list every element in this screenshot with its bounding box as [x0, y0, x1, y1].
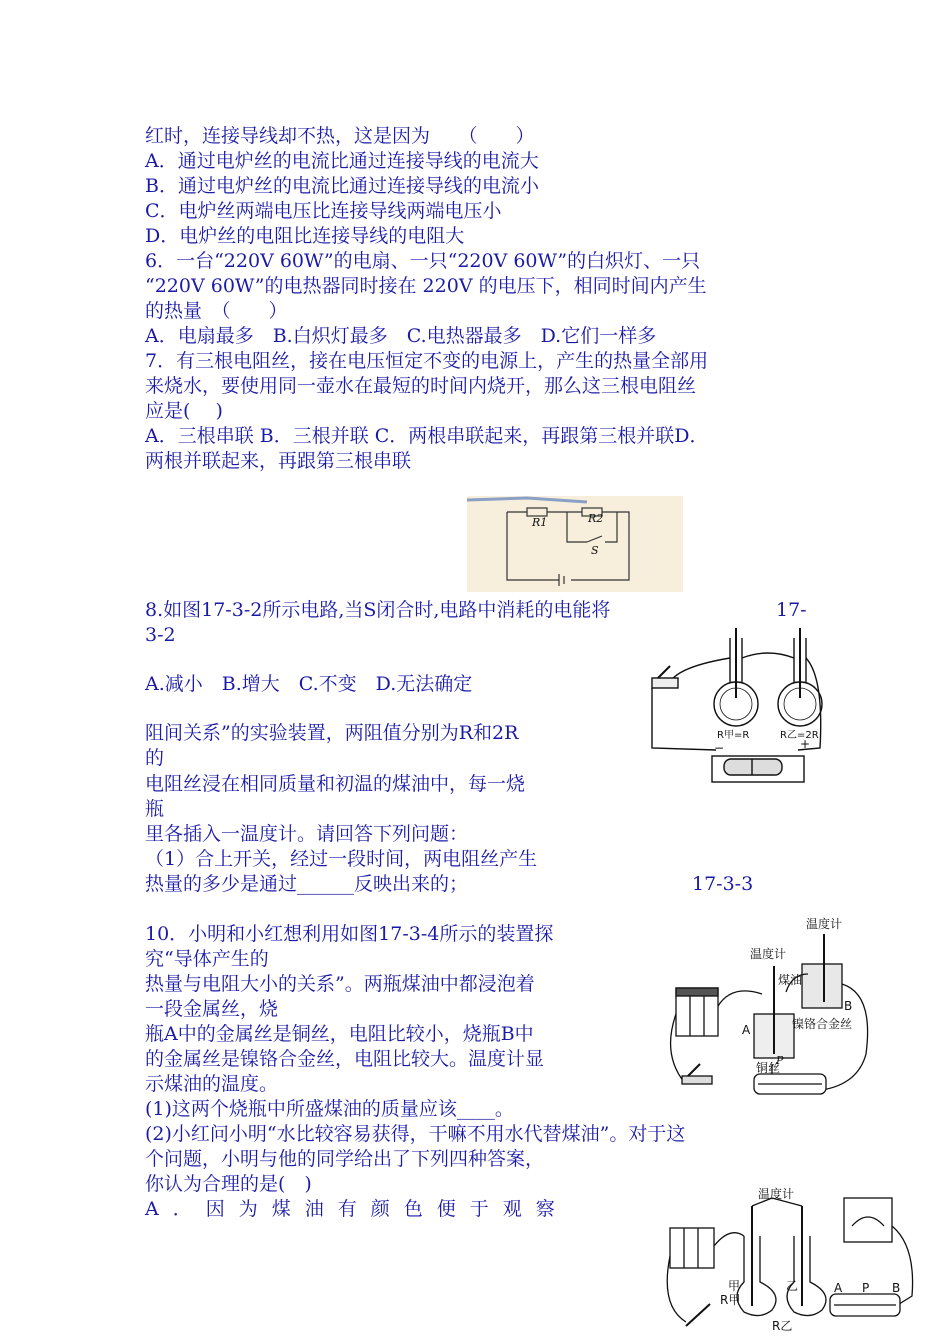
text-line: 里各插入一温度计。请回答下列问题： — [145, 823, 469, 845]
r2-label: R2 — [588, 512, 604, 525]
question-8: 8.如图17-3-2所示电路,当S闭合时,电路中消耗的电能将 — [145, 599, 611, 621]
flask-yi-label: 乙 — [786, 1279, 799, 1293]
kerosene-label: 煤油 — [778, 973, 803, 987]
sub-question-2: (2)小红问小明“水比较容易获得，干嘛不用水代替煤油”。对于这 — [145, 1123, 686, 1145]
text-line: 个问题，小明与他的同学给出了下列四种答案， — [145, 1148, 545, 1170]
text-line: 瓶A中的金属丝是铜丝，电阻比较小，烧瓶B中 — [145, 1023, 534, 1045]
thermometer-label: 温度计 — [750, 947, 787, 961]
text-line: 应是( ) — [145, 400, 223, 422]
text-line: 的 — [145, 747, 165, 769]
option-a: A．通过电炉丝的电流比通过连接导线的电流大 — [145, 150, 539, 172]
nichrome-label: 镍铬合金丝 — [792, 1017, 853, 1031]
copper-label: 铜丝 — [756, 1061, 781, 1075]
r1-label: R1 — [532, 516, 548, 529]
slider-label: P — [776, 1054, 784, 1067]
experiment-figure-ammeter — [660, 1186, 918, 1336]
experiment-figure-17-3-4 — [662, 914, 882, 1110]
terminal-b-label: B — [892, 1281, 901, 1295]
flask-b-label: B — [844, 999, 853, 1013]
question-6: 6．一台“220V 60W”的电扇、一只“220V 60W”的白炽灯、一只 — [145, 250, 701, 272]
r-left-label: R甲=R — [717, 730, 750, 741]
figure-number: 17-3-3 — [692, 873, 754, 895]
text-line: 一段金属丝，烧 — [145, 998, 279, 1020]
question-8-options: A.减小 B.增大 C.不变 D.无法确定 — [145, 673, 473, 695]
text-line: “220V 60W”的电热器同时接在 220V 的电压下，相同时间内产生 — [145, 275, 707, 297]
flask-jia-label: 甲 — [728, 1279, 741, 1293]
sub-question-1: (1)这两个烧瓶中所盛煤油的质量应该____。 — [145, 1098, 514, 1120]
r-yi-label: R乙 — [772, 1319, 793, 1333]
text-line: 究“导体产生的 — [145, 948, 269, 970]
text-line: 瓶 — [145, 798, 165, 820]
question-10: 10．小明和小红想利用如图17-3-4所示的装置探 — [145, 923, 554, 945]
switch-label: S — [591, 544, 599, 557]
text-line: 热量与电阻大小的关系”。两瓶煤油中都浸泡着 — [145, 973, 535, 995]
r-jia-label: R甲 — [720, 1293, 741, 1307]
text-line: 红时，连接导线却不热，这是因为 （ ） — [145, 125, 535, 147]
option-d: D．电炉丝的电阻比连接导线的电阻大 — [145, 225, 465, 247]
text-line: 来烧水，要使用同一壶水在最短的时间内烧开，那么这三根电阻丝 — [145, 375, 697, 397]
text-line: 的金属丝是镍铬合金丝，电阻比较大。温度计显 — [145, 1048, 545, 1070]
option-b: B．通过电炉丝的电流比通过连接导线的电流小 — [145, 175, 539, 197]
question-7: 7．有三根电阻丝，接在电压恒定不变的电源上，产生的热量全部用 — [145, 350, 709, 372]
option-c: C．电炉丝两端电压比连接导线两端电压小 — [145, 200, 502, 222]
slider-p-label: P — [862, 1281, 870, 1295]
circuit-figure-17-3-2 — [467, 496, 683, 592]
text-line: （1）合上开关，经过一段时间，两电阻丝产生 — [145, 848, 538, 870]
plus-label: + — [800, 737, 811, 751]
option-a: A．因为煤油有颜色便于观察 — [145, 1198, 569, 1220]
text-line: 电阻丝浸在相同质量和初温的煤油中，每一烧 — [145, 773, 526, 795]
thermometer-label: 温度计 — [758, 1187, 795, 1201]
question-9: 阻间关系”的实验装置，两阻值分别为R和2R — [145, 722, 519, 744]
minus-label: − — [714, 741, 725, 755]
figure-number: 3-2 — [145, 624, 176, 646]
text-line: 示煤油的温度。 — [145, 1073, 279, 1095]
question-6-options: A．电扇最多 B.白炽灯最多 C.电热器最多 D.它们一样多 — [145, 325, 657, 347]
thermometer-label: 温度计 — [806, 917, 843, 931]
r-right-label: R乙=2R — [780, 730, 819, 741]
figure-number: 17- — [776, 599, 807, 621]
text-line: 你认为合理的是( ) — [145, 1173, 312, 1195]
text-line: 热量的多少是通过______反映出来的； — [145, 873, 469, 895]
terminal-a-label: A — [834, 1281, 843, 1295]
question-7-options: A．三根串联 B．三根并联 C．两根串联起来，再跟第三根并联D． — [145, 425, 709, 447]
text-line: 两根并联起来，再跟第三根串联 — [145, 450, 412, 472]
text-line: 的热量 （ ） — [145, 300, 288, 322]
flask-a-label: A — [742, 1023, 751, 1037]
experiment-figure-17-3-3 — [648, 618, 824, 794]
